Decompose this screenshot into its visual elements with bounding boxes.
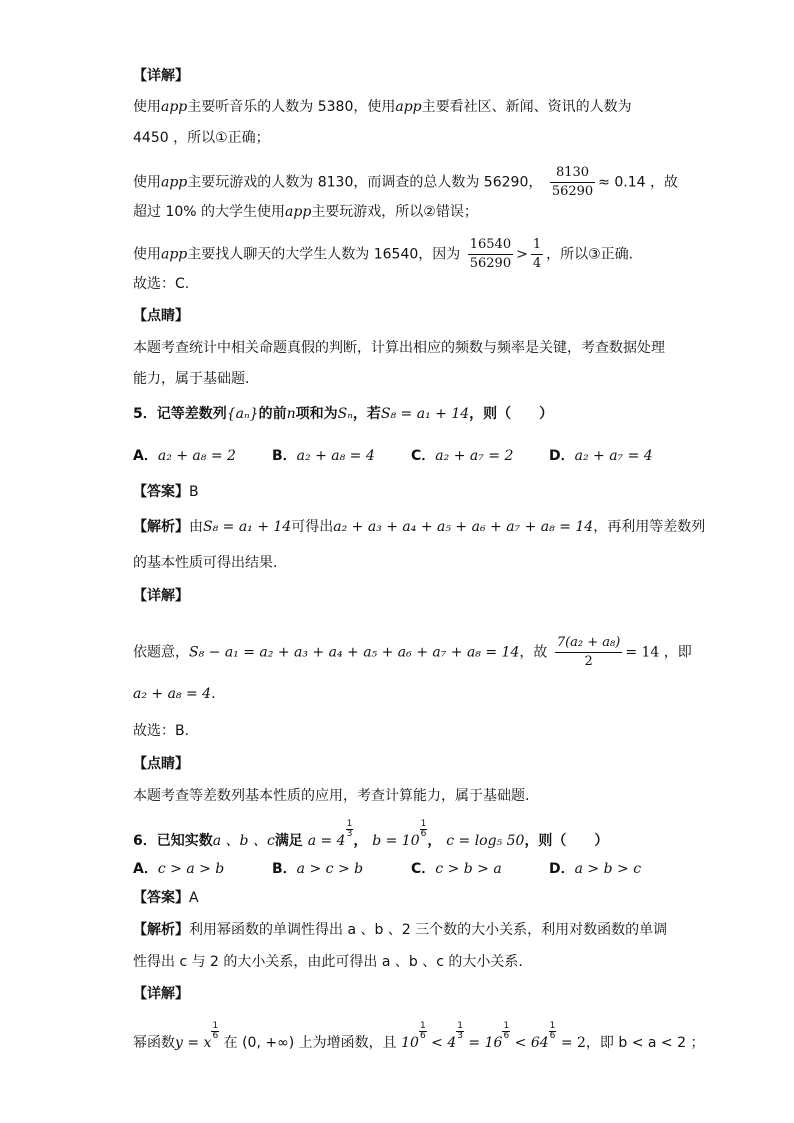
- paragraph-line: 故选：C.: [133, 276, 190, 292]
- q5-analysis: 【解析】由S₈ = a₁ + 14可得出a₂ + a₃ + a₄ + a₅ + a₆ + a₇ + a₈ = 14，再利用等差数列: [133, 519, 706, 535]
- paragraph-line: 性得出 c 与 2 的大小关系，由此可得出 a 、b 、c 的大小关系.: [133, 954, 523, 970]
- q6-answer: 【答案】A: [133, 890, 199, 906]
- q6-option-d: D．a > b > c: [549, 861, 642, 877]
- paragraph-line: 4450 ，所以①正确；: [133, 130, 270, 146]
- paragraph-line: 使用app主要找人聊天的大学生人数为 16540，因为 $\frac{16540}{56290}$ > $\frac{1}{4}$ ，所以③正确.: [133, 237, 634, 271]
- q5-option-b: B．a₂ + a₈ = 4: [272, 448, 375, 464]
- fraction: $\frac{16540}{56290}$: [469, 237, 512, 271]
- paragraph-line: 的基本性质可得出结果.: [133, 555, 278, 571]
- paragraph-line: 超过 10% 的大学生使用app主要玩游戏，所以②错误；: [133, 204, 478, 220]
- fraction: $\frac{\text{7(a₂ + a₈)}}{2}$: [556, 635, 621, 669]
- detail-heading: 【详解】: [133, 986, 189, 1002]
- q5-answer: 【答案】B: [133, 484, 199, 500]
- q5-option-a: A．a₂ + a₈ = 2: [133, 448, 236, 464]
- paragraph-line: 能力，属于基础题.: [133, 371, 250, 387]
- fraction: $\frac{1}{4}$: [532, 237, 542, 271]
- question-6-stem: 6．已知实数a 、b 、c满足 a = 4 $\frac{1}{3}$， b = 10 $\frac{1}{6}$， c = log₅ 50，则（ ）: [133, 819, 609, 849]
- fraction: $\frac{8130}{56290}$: [551, 165, 594, 199]
- paragraph-line: 依题意，S₈ − a₁ = a₂ + a₃ + a₄ + a₅ + a₆ + a₇ + a₈ = 14，故 $\frac{\text{7(a₂ + a₈)}}{2}$ = 14 ，即: [133, 635, 692, 669]
- detail-heading: 【详解】: [133, 68, 189, 84]
- comment-heading: 【点睛】: [133, 756, 189, 772]
- question-5-stem: 5．记等差数列{aₙ}的前n项和为Sₙ，若S₈ = a₁ + 14，则（ ）: [133, 406, 554, 422]
- q6-option-c: C．c > b > a: [411, 861, 502, 877]
- paragraph-line: a₂ + a₈ = 4.: [133, 686, 216, 702]
- paragraph-line: 本题考查等差数列基本性质的应用，考查计算能力，属于基础题.: [133, 788, 530, 804]
- comment-heading: 【点睛】: [133, 308, 189, 324]
- detail-heading: 【详解】: [133, 588, 189, 604]
- paragraph-line: 本题考查统计中相关命题真假的判断，计算出相应的频数与频率是关键，考查数据处理: [133, 340, 665, 356]
- paragraph-line: 使用app主要听音乐的人数为 5380，使用app主要看社区、新闻、资讯的人数为: [133, 99, 632, 115]
- q6-option-a: A．c > a > b: [133, 861, 225, 877]
- paragraph-line: 故选：B.: [133, 723, 190, 739]
- q6-option-b: B．a > c > b: [272, 861, 364, 877]
- paragraph-line: 使用app主要玩游戏的人数为 8130，而调查的总人数为 56290， $\frac{8130}{56290}$ ≈ 0.14 ，故: [133, 165, 678, 199]
- q5-option-d: D．a₂ + a₇ = 4: [549, 448, 653, 464]
- q6-analysis: 【解析】利用幂函数的单调性得出 a 、b 、2 三个数的大小关系，利用对数函数的单调: [133, 922, 668, 938]
- paragraph-line: 幂函数y = x $\frac{1}{6}$ 在 (0, +∞) 上为增函数，且 10 $\frac{1}{6} < 4$ $\frac{1}{3} = 16$ $\frac{1}{6} < 64$ $\frac{1}{6} = 2$，即 b < a < 2 ；: [133, 1021, 705, 1051]
- q5-option-c: C．a₂ + a₇ = 2: [411, 448, 514, 464]
